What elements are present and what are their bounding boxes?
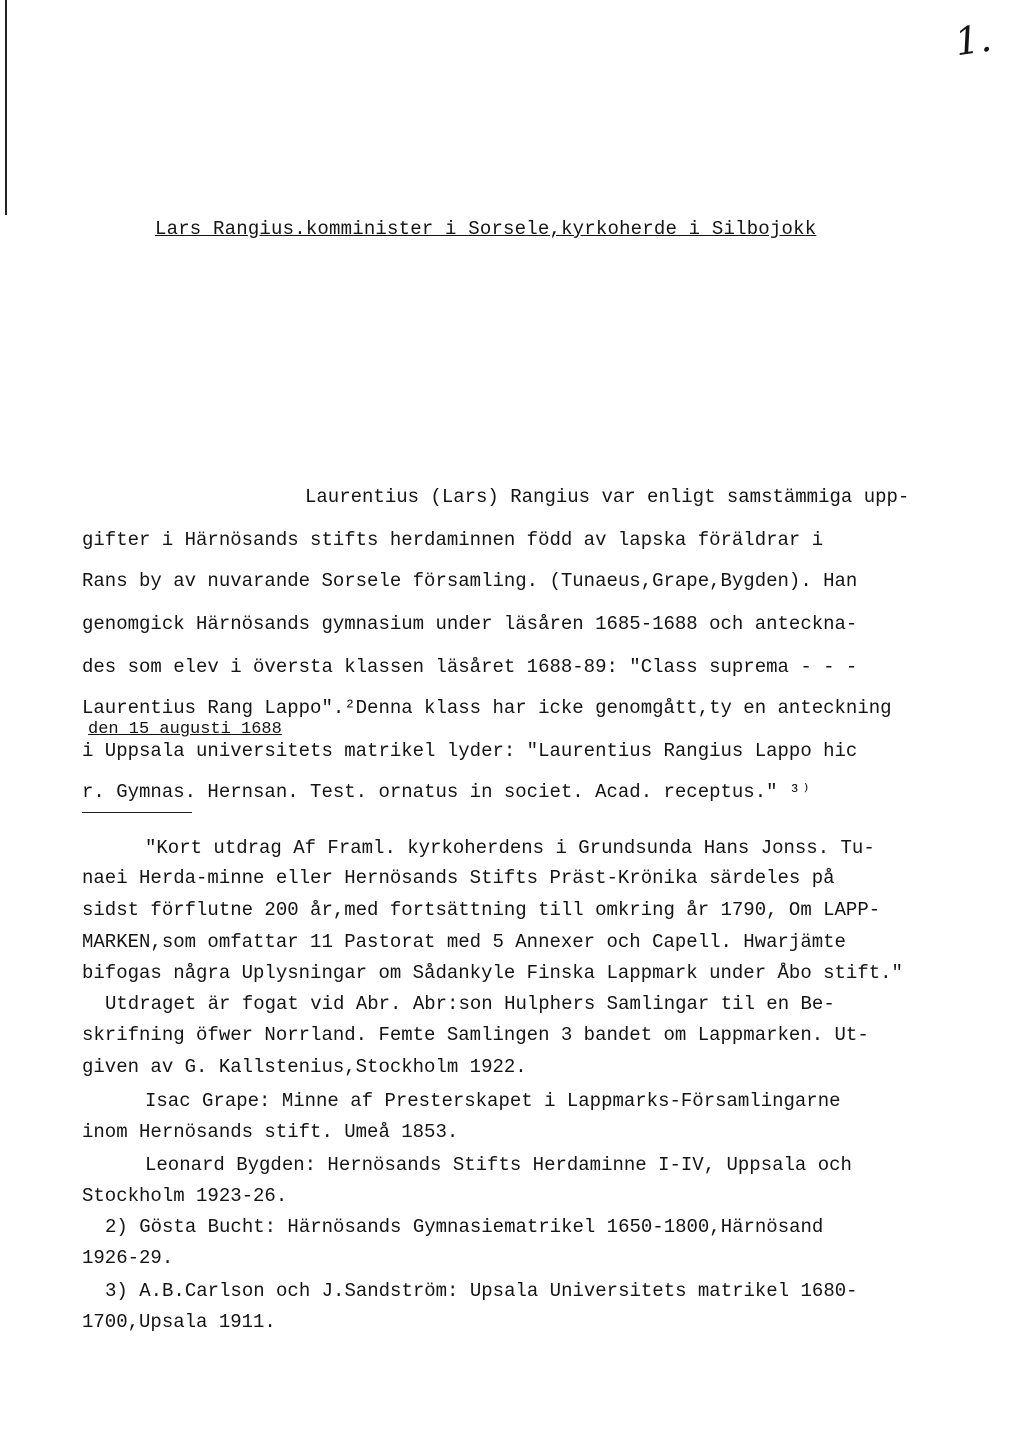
footnote-line: inom Hernösands stift. Umeå 1853. bbox=[82, 1121, 459, 1143]
footnote-line: Leonard Bygden: Hernösands Stifts Herdaminne I-IV, Uppsala och bbox=[145, 1154, 852, 1176]
footnote-line: MARKEN,som omfattar 11 Pastorat med 5 Annexer och Capell. Hwarjämte bbox=[82, 931, 846, 953]
paragraph-line: Laurentius Rang Lappo".²Denna klass har icke genomgått,ty en anteckning bbox=[82, 697, 892, 719]
paragraph-line: Rans by av nuvarande Sorsele församling. (Tunaeus,Grape,Bygden). Han bbox=[82, 570, 858, 592]
paragraph-line: des som elev i översta klassen läsåret 1688-89: "Class suprema - - - bbox=[82, 656, 858, 678]
footnote-line: Isac Grape: Minne af Presterskapet i Lappmarks-Församlingarne bbox=[145, 1090, 841, 1112]
footnote-line: naei Herda-minne eller Hernösands Stifts Präst-Krönika särdeles på bbox=[82, 867, 835, 889]
footnote-line: sidst förflutne 200 år,med fortsättning till omkring år 1790, Om LAPP- bbox=[82, 899, 881, 921]
footnote-line: Utdraget är fogat vid Abr. Abr:son Hulphers Samlingar til en Be- bbox=[105, 993, 835, 1015]
paragraph-line: gifter i Härnösands stifts herdaminnen född av lapska föräldrar i bbox=[82, 529, 824, 551]
footnote-line: 3) A.B.Carlson och J.Sandström: Upsala Universitets matrikel 1680- bbox=[105, 1280, 858, 1302]
document-heading: Lars Rangius.komminister i Sorsele,kyrkoherde i Silbojokk bbox=[155, 218, 817, 240]
footnote-line: "Kort utdrag Af Framl. kyrkoherdens i Grundsunda Hans Jonss. Tu- bbox=[145, 837, 875, 859]
scan-edge-line bbox=[5, 0, 7, 215]
paragraph-line: r. Gymnas. Hernsan. Test. ornatus in societ. Acad. receptus." ³⁾ bbox=[82, 781, 812, 803]
footnote-divider bbox=[82, 812, 192, 813]
footnote-line: 1926-29. bbox=[82, 1247, 174, 1269]
footnote-line: 1700,Upsala 1911. bbox=[82, 1311, 276, 1333]
paragraph-line: i Uppsala universitets matrikel lyder: "Laurentius Rangius Lappo hic bbox=[82, 740, 858, 762]
margin-note: den 15 augusti 1688 bbox=[88, 720, 282, 739]
footnote-line: 2) Gösta Bucht: Härnösands Gymnasiematrikel 1650-1800,Härnösand bbox=[105, 1216, 824, 1238]
footnote-line: Stockholm 1923-26. bbox=[82, 1185, 288, 1207]
paragraph-line: genomgick Härnösands gymnasium under läsåren 1685-1688 och anteckna- bbox=[82, 613, 858, 635]
page-number: 1. bbox=[952, 15, 995, 65]
footnote-line: skrifning öfwer Norrland. Femte Samlingen 3 bandet om Lappmarken. Ut- bbox=[82, 1024, 869, 1046]
paragraph-line: Laurentius (Lars) Rangius var enligt samstämmiga upp- bbox=[305, 486, 910, 508]
footnote-line: given av G. Kallstenius,Stockholm 1922. bbox=[82, 1056, 527, 1078]
footnote-line: bifogas några Uplysningar om Sådankyle Finska Lappmark under Åbo stift." bbox=[82, 962, 903, 984]
